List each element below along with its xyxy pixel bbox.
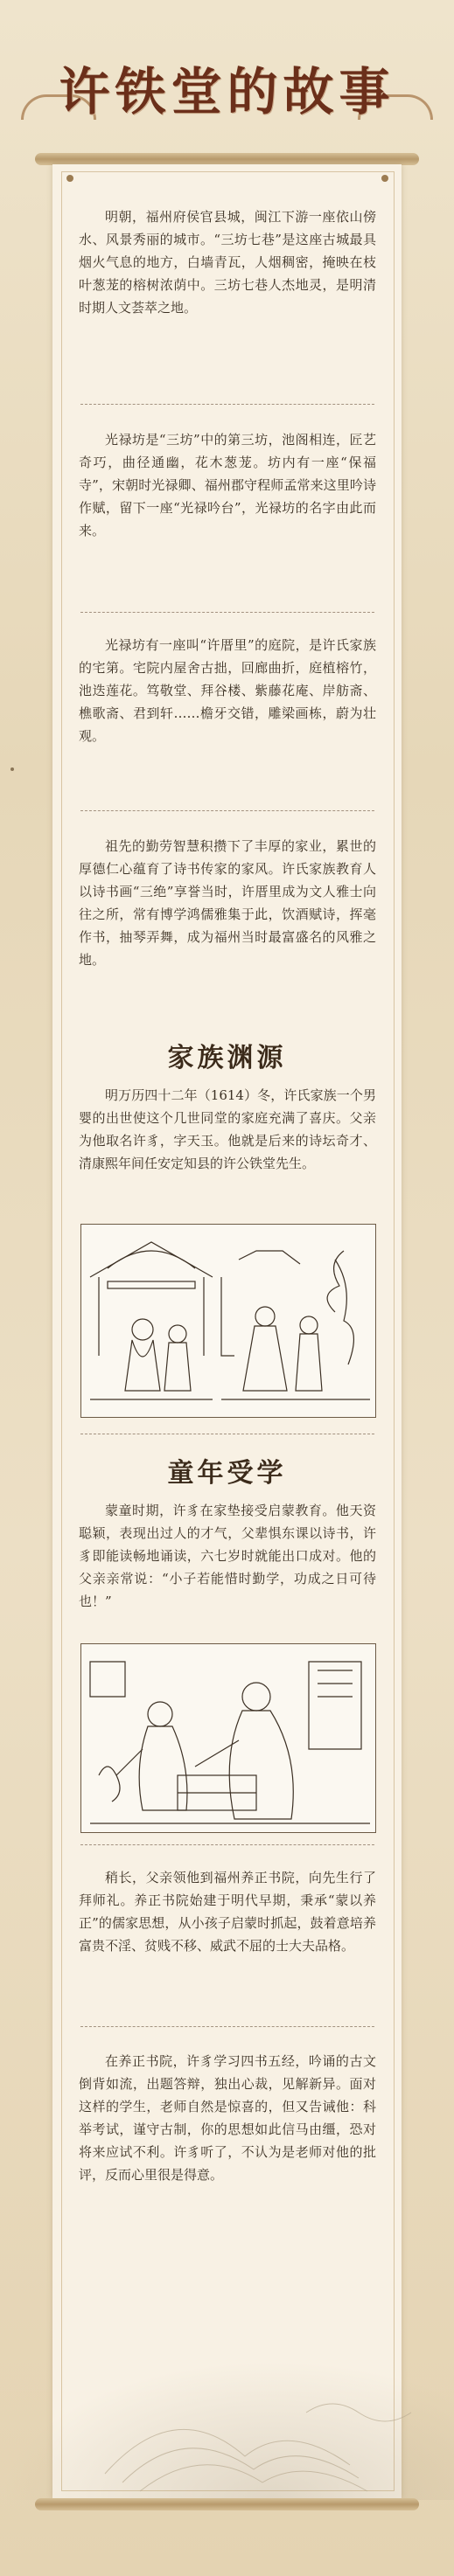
mountain-ornament bbox=[0, 2360, 454, 2500]
paragraph-family-origin: 明万历四十二年（1614）冬，许氏家族一个男婴的出世使这个几世同堂的家庭充满了喜庆。父亲为他取名许豸，字天玉。他就是后来的诗坛奇才、清康熙年间任安定知县的许公铁堂先生。 bbox=[79, 1087, 376, 1171]
heading-family-origin: 家族渊源 bbox=[167, 1043, 287, 1073]
paragraph-academy: 稍长，父亲领他到福州养正书院，向先生行了拜师礼。养正书院始建于明代早期，秉承“蒙以养正”的儒家思想，从小孩子启蒙时抓起，鼓着意培养富贵不淫、贫贱不移、威武不屈的士大夫品格。 bbox=[79, 1870, 376, 1954]
divider bbox=[80, 810, 374, 811]
family-gathering-drawing-icon bbox=[81, 1225, 375, 1417]
paragraph-academy-study: 在养正书院，许豸学习四书五经，吟诵的古文倒背如流，出题答辩，独出心裁，见解新异。面对这样的学生，老师自然是惊喜的，但又告诫他：科举考试，谨守古制，你的思想如此信马由缰，恐对将来应试不利。许豸听了，不认为是老师对他的批评，反而心里很是得意。 bbox=[79, 2053, 376, 2183]
corner-ornament-icon bbox=[381, 175, 388, 182]
father-teaching-son-illustration bbox=[80, 1643, 376, 1833]
page-title: 许铁堂的故事 bbox=[59, 62, 395, 122]
heading-childhood: 童年受学 bbox=[167, 1458, 287, 1489]
divider bbox=[80, 1844, 374, 1845]
paragraph-family-legacy: 祖先的勤劳智慧积攒下了丰厚的家业，累世的厚德仁心蕴育了诗书传家的家风。许氏家族教育人以诗书画“三绝”享誉当时，许厝里成为文人雅士向往之所，常有博学鸿儒雅集于此，饮酒赋诗，挥毫作书，抽琴弄舞，成为福州当时最富盛名的风雅之地。 bbox=[79, 838, 376, 968]
paragraph-childhood: 蒙童时期，许豸在家垫接受启蒙教育。他天资聪颖，表现出过人的才气，父辈惧东课以诗书，许豸即能读畅地诵读，六七岁时就能出口成对。他的父亲亲常说：“小子若能惜时勤学，功成之日可待也！” bbox=[79, 1503, 376, 1609]
paragraph-xu-residence: 光禄坊有一座叫“许厝里”的庭院，是许氏家族的宅第。宅院内屋舍古拙，回廊曲折，庭植榕竹，池迭莲花。笃敬堂、拜谷楼、紫藤花庵、岸舫斋、樵歌斋、君到轩……檐牙交错，雕梁画栋，蔚为壮观。 bbox=[79, 637, 376, 744]
divider bbox=[80, 2026, 374, 2027]
mountain-wave-icon bbox=[0, 2360, 454, 2500]
divider bbox=[80, 612, 374, 613]
corner-ornament-icon bbox=[66, 175, 73, 182]
paragraph-guanglu-fang: 光禄坊是“三坊”中的第三坊，池阁相连，匠艺奇巧，曲径通幽，花木葱茏。坊内有一座“保福寺”，宋朝时光禄卿、福州郡守程师孟常来这里吟诗作赋，留下一座“光禄吟台”，光禄坊的名字由此而来。 bbox=[79, 432, 376, 538]
family-gathering-illustration bbox=[80, 1224, 376, 1418]
scroll-rod-bottom bbox=[35, 2498, 419, 2510]
scroll-rod-top bbox=[35, 153, 419, 165]
paragraph-intro: 明朝，福州府侯官县城，闽江下游一座依山傍水、风景秀丽的城市。“三坊七巷”是这座古城最具烟火气息的地方，白墙青瓦，人烟稠密，掩映在枝叶葱茏的榕树浓荫中。三坊七巷人杰地灵，是明清时期人文荟萃之地。 bbox=[79, 209, 376, 316]
decorative-dot bbox=[10, 767, 14, 771]
father-teaching-son-drawing-icon bbox=[81, 1644, 375, 1832]
divider bbox=[80, 404, 374, 405]
